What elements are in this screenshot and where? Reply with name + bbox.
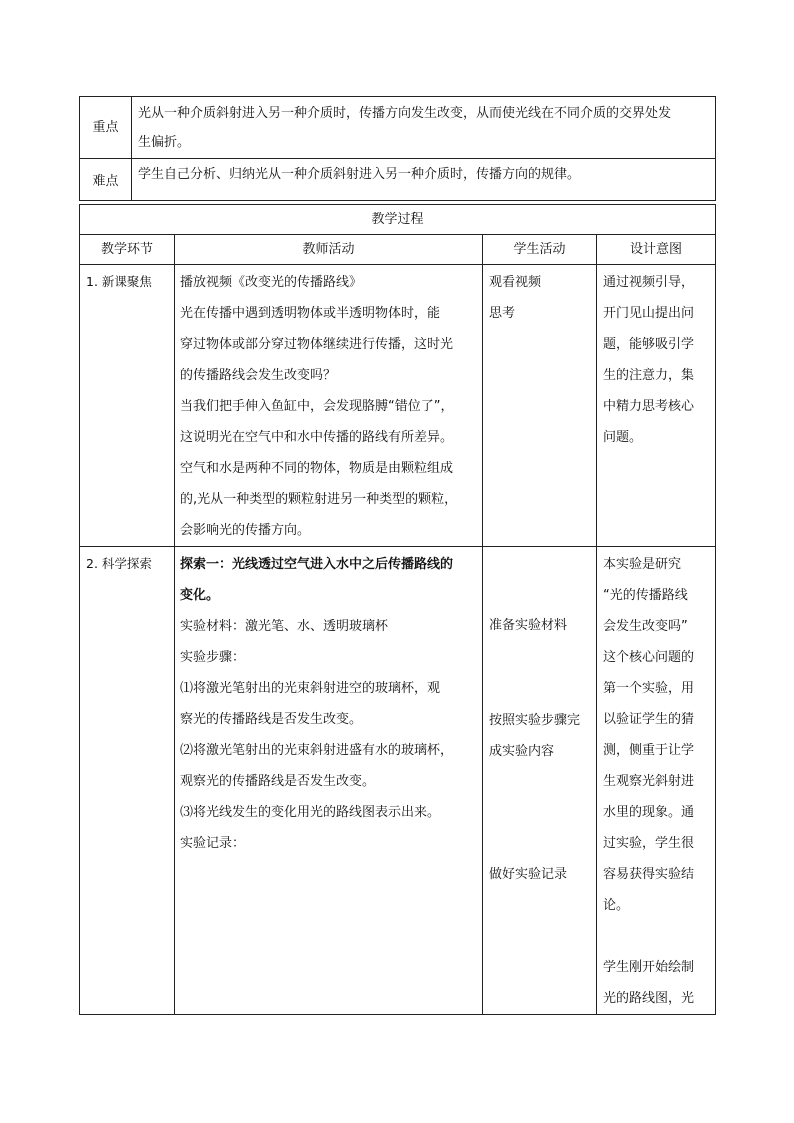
process-col-divider-1 xyxy=(174,234,175,1015)
row2-stage: 2. 科学探索 xyxy=(86,556,152,571)
key-point-content: 光从一种介质斜射进入另一种介质时，传播方向发生改变，从而使光线在不同介质的交界处发 生偏折。 xyxy=(138,106,672,150)
row1-stage: 1. 新课聚焦 xyxy=(86,274,152,289)
row2-student-activity-1: 准备实验材料 xyxy=(489,618,568,633)
top-table-border-top xyxy=(79,96,716,97)
row1-design-intent: 通过视频引导， 开门见山提出问 题，能够吸引学 生的注意力，集 中精力思考核心 问题。 xyxy=(603,275,695,445)
process-col-divider-2 xyxy=(482,234,483,1015)
process-col-divider-3 xyxy=(596,234,597,1015)
header-stage: 教学环节 xyxy=(100,242,153,257)
process-title: 教学过程 xyxy=(371,212,424,227)
header-intent: 设计意图 xyxy=(629,242,682,257)
row2-teacher-title: 探索一：光线透过空气进入水中之后传播路线的 变化。 xyxy=(180,557,454,603)
top-table-col-divider xyxy=(131,96,132,201)
header-student: 学生活动 xyxy=(513,242,566,257)
row2-design-intent: 本实验是研究 “光的传播路线 会发生改变吗” 这个核心问题的 第一个实验，用 以验证学生的猜 测，侧重于让学 生观察光斜射进 水里的现象。通 过实验，学生很 容易获得实验结 论。 学生刚开始绘制 光的路线图，光 xyxy=(603,557,695,1006)
top-table-border-right xyxy=(715,96,716,201)
row1-student-activity: 观看视频 思考 xyxy=(489,275,542,321)
difficulty-label: 难点 xyxy=(92,174,119,189)
process-table-border-right xyxy=(715,204,716,1015)
top-table-border-bottom xyxy=(79,200,716,201)
row2-student-activity-2: 按照实验步骤完 成实验内容 xyxy=(489,713,581,759)
row2-teacher-activity: 实验材料：激光笔、水、透明玻璃杯 实验步骤： ⑴将激光笔射出的光束斜射进空的玻璃杯，观 察光的传播路线是否发生改变。 ⑵将激光笔射出的光束斜射进盛有水的玻璃杯， 观察光的传播路线是否发生改变。 ⑶将光线发生的变化用光的路线图表示出来。 实验记录： xyxy=(180,619,454,851)
header-teacher: 教师活动 xyxy=(302,242,355,257)
row2-student-activity-3: 做好实验记录 xyxy=(489,867,568,882)
top-table-row-divider xyxy=(79,158,716,159)
difficulty-content: 学生自己分析、归纳光从一种介质斜射进入另一种介质时，传播方向的规律。 xyxy=(138,167,581,182)
key-point-label: 重点 xyxy=(92,120,119,135)
row1-teacher-activity: 播放视频《改变光的传播路线》 光在传播中遇到透明物体或半透明物体时，能 穿过物体或部分穿过物体继续进行传播，这时光 的传播路线会发生改变吗？ 当我们把手伸入鱼缸中，会发现胳膊“错位了”， 这说明光在空气中和水中传播的路线有所差异。 空气和水是两种不同的物体，物质是由颗粒组成 的,光从一种类型的颗粒射进另一种类型的颗粒， 会影响光的传播方向。 xyxy=(180,275,458,538)
process-table-border-left xyxy=(79,204,80,1015)
